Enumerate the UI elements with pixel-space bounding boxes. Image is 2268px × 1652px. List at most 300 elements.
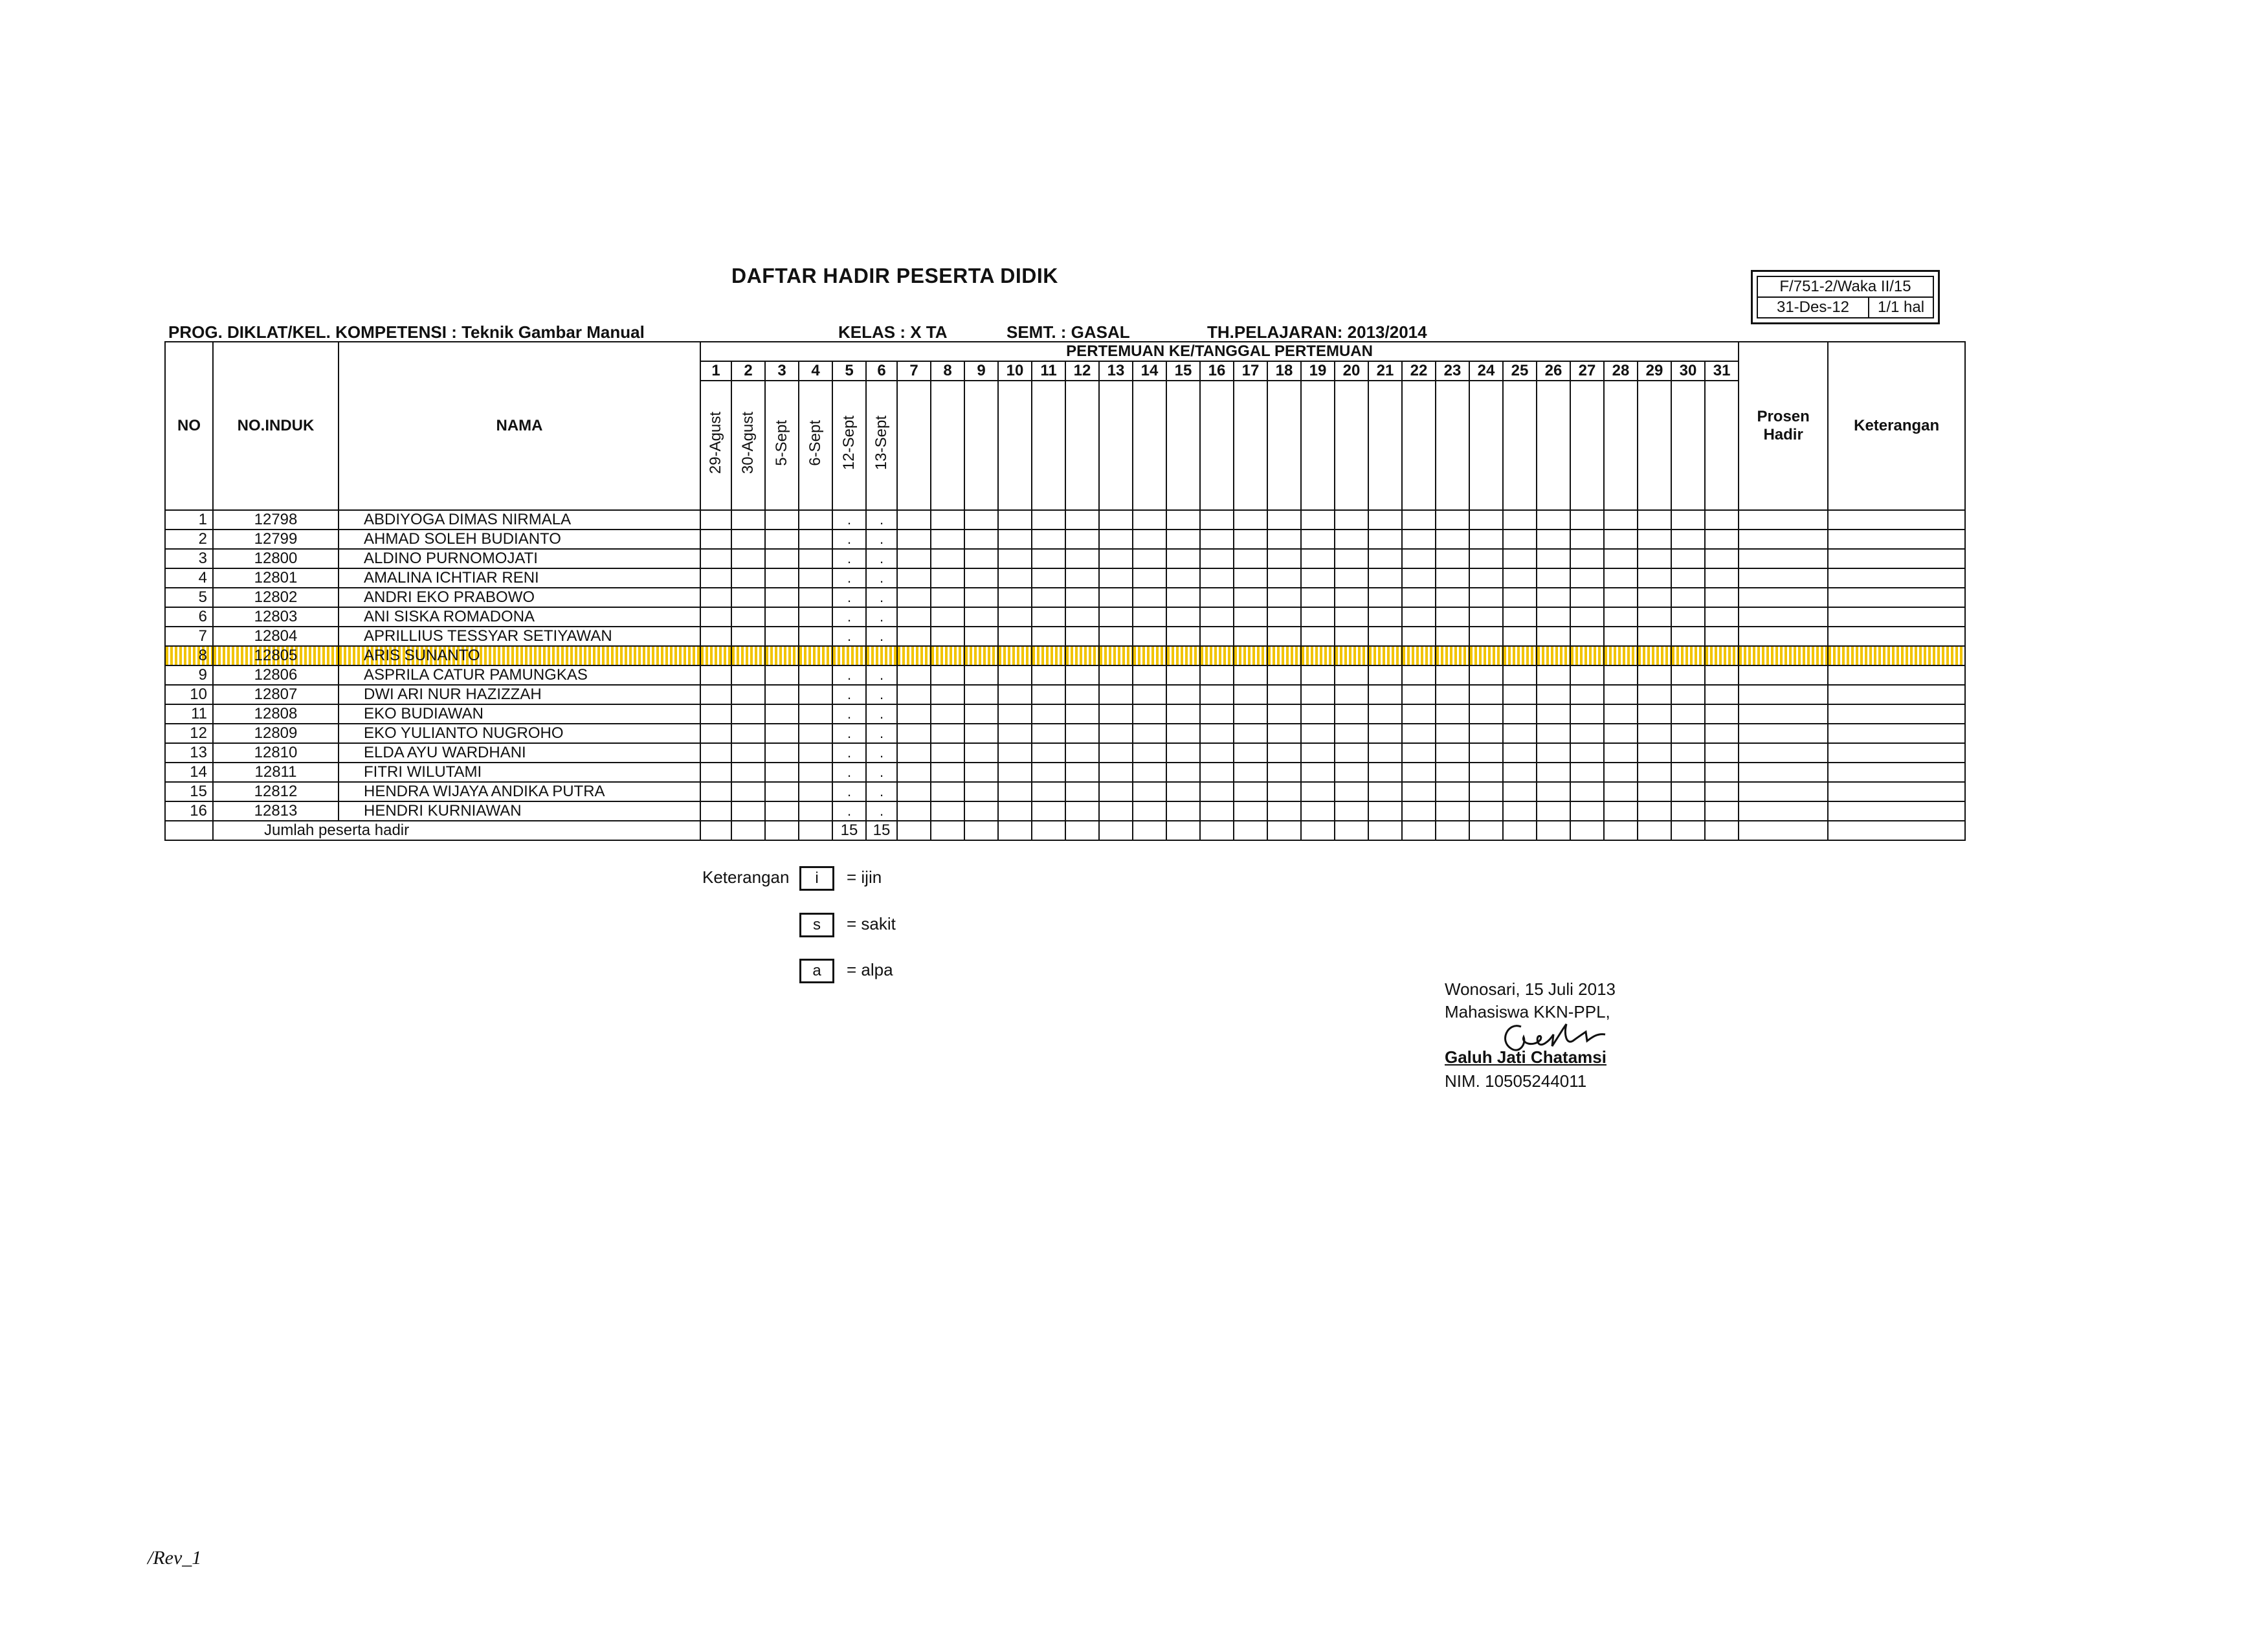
attendance-cell: [1166, 763, 1200, 782]
attendance-cell: [1537, 568, 1570, 588]
attendance-cell: [700, 510, 731, 530]
meeting-number: 8: [931, 361, 964, 381]
attendance-cell: [1638, 801, 1671, 821]
attendance-cell: [1638, 646, 1671, 665]
meeting-date: 29-Agust: [707, 412, 724, 474]
attendance-cell: [765, 724, 799, 743]
attendance-cell: [931, 607, 964, 627]
attendance-cell: [897, 607, 931, 627]
attendance-cell: [1133, 782, 1166, 801]
student-row: [165, 724, 1965, 743]
attendance-cell: [964, 530, 998, 549]
attendance-cell: .: [866, 685, 897, 704]
attendance-cell: [799, 510, 832, 530]
legend-description: = sakit: [847, 914, 896, 933]
attendance-cell: [1570, 607, 1604, 627]
attendance-cell: .: [832, 685, 866, 704]
attendance-cell: [1267, 704, 1301, 724]
attendance-cell: [1200, 782, 1234, 801]
attendance-cell: [1671, 685, 1705, 704]
attendance-cell: [1099, 510, 1133, 530]
keterangan-cell: [1828, 724, 1965, 743]
signature-name: Galuh Jati Chatamsi: [1445, 1047, 1606, 1067]
meeting-date-cell: [1570, 381, 1604, 510]
attendance-cell: [1671, 607, 1705, 627]
attendance-cell: [1570, 646, 1604, 665]
attendance-cell: [964, 743, 998, 763]
keterangan-cell: [1828, 665, 1965, 685]
attendance-cell: [1335, 510, 1368, 530]
attendance-cell: [1469, 568, 1503, 588]
attendance-cell: [1436, 763, 1469, 782]
meeting-number: 9: [964, 361, 998, 381]
attendance-cell: [765, 549, 799, 568]
attendance-cell: [1335, 665, 1368, 685]
attendance-cell: [1166, 510, 1200, 530]
attendance-cell: [1267, 627, 1301, 646]
keterangan-cell: [1828, 530, 1965, 549]
attendance-cell: [1099, 685, 1133, 704]
student-induk: 12801: [213, 568, 339, 588]
attendance-cell: [1166, 724, 1200, 743]
attendance-cell: [731, 627, 765, 646]
meeting-date-cell: [1503, 381, 1537, 510]
attendance-cell: [1537, 530, 1570, 549]
attendance-cell: [1234, 510, 1267, 530]
attendance-cell: .: [866, 665, 897, 685]
attendance-cell: [1234, 665, 1267, 685]
summary-total-cell: [1200, 821, 1234, 840]
prosen-hadir-cell: [1739, 704, 1828, 724]
attendance-cell: [1368, 530, 1402, 549]
attendance-cell: [1604, 801, 1638, 821]
form-date: 31-Des-12: [1758, 298, 1869, 317]
summary-total-cell: [731, 821, 765, 840]
attendance-cell: [765, 801, 799, 821]
attendance-cell: [931, 763, 964, 782]
student-row: [165, 627, 1965, 646]
attendance-cell: [1570, 549, 1604, 568]
attendance-cell: .: [832, 724, 866, 743]
attendance-cell: [964, 665, 998, 685]
student-induk: 12805: [213, 646, 339, 665]
signature-role: Mahasiswa KKN-PPL,: [1445, 1002, 1610, 1021]
attendance-cell: [1469, 782, 1503, 801]
student-name: ASPRILA CATUR PAMUNGKAS: [339, 665, 700, 685]
summary-total-cell: [1705, 821, 1739, 840]
summary-total-cell: [1099, 821, 1133, 840]
attendance-cell: [1301, 782, 1335, 801]
student-no: 6: [165, 607, 213, 627]
attendance-cell: [1503, 763, 1537, 782]
student-no: 16: [165, 801, 213, 821]
attendance-cell: [1436, 568, 1469, 588]
attendance-cell: [1267, 510, 1301, 530]
attendance-cell: [1436, 724, 1469, 743]
attendance-cell: [1200, 763, 1234, 782]
attendance-cell: [731, 607, 765, 627]
attendance-cell: [765, 510, 799, 530]
attendance-cell: [731, 568, 765, 588]
attendance-cell: [799, 665, 832, 685]
attendance-cell: [964, 763, 998, 782]
attendance-cell: [1032, 588, 1065, 607]
summary-total-cell: [1402, 821, 1436, 840]
attendance-cell: [731, 685, 765, 704]
keterangan-cell: [1828, 704, 1965, 724]
attendance-cell: [1335, 801, 1368, 821]
attendance-cell: [1469, 801, 1503, 821]
attendance-cell: [1099, 530, 1133, 549]
attendance-cell: [931, 743, 964, 763]
summary-total-cell: [1368, 821, 1402, 840]
attendance-cell: [1570, 530, 1604, 549]
legend-description: = alpa: [847, 960, 893, 979]
program-info: PROG. DIKLAT/KEL. KOMPETENSI : Teknik Gambar Manual: [168, 322, 645, 342]
meeting-number: 22: [1402, 361, 1436, 381]
student-name: HENDRA WIJAYA ANDIKA PUTRA: [339, 782, 700, 801]
attendance-cell: [964, 549, 998, 568]
attendance-cell: [700, 607, 731, 627]
student-no: 1: [165, 510, 213, 530]
attendance-cell: [964, 510, 998, 530]
attendance-cell: [998, 549, 1032, 568]
attendance-cell: [1469, 685, 1503, 704]
signature-place-date: Wonosari, 15 Juli 2013: [1445, 979, 1616, 999]
attendance-cell: [1065, 549, 1099, 568]
attendance-cell: [1133, 646, 1166, 665]
attendance-cell: [731, 588, 765, 607]
attendance-cell: [1301, 510, 1335, 530]
student-no: 13: [165, 743, 213, 763]
attendance-cell: .: [832, 763, 866, 782]
meeting-date-cell: [1166, 381, 1200, 510]
col-header-induk: NO.INDUK: [213, 342, 339, 510]
meeting-number: 31: [1705, 361, 1739, 381]
attendance-cell: [1671, 568, 1705, 588]
summary-total-cell: [1335, 821, 1368, 840]
attendance-cell: [1335, 588, 1368, 607]
attendance-cell: [1402, 801, 1436, 821]
attendance-cell: [700, 763, 731, 782]
attendance-cell: .: [866, 607, 897, 627]
attendance-cell: [1032, 646, 1065, 665]
attendance-cell: [700, 704, 731, 724]
attendance-cell: [1267, 665, 1301, 685]
meeting-date-cell: [1436, 381, 1469, 510]
attendance-cell: [1065, 724, 1099, 743]
attendance-cell: [1537, 801, 1570, 821]
student-row: [165, 510, 1965, 530]
attendance-cell: [1503, 607, 1537, 627]
attendance-cell: [731, 665, 765, 685]
attendance-cell: [1671, 627, 1705, 646]
attendance-cell: .: [832, 801, 866, 821]
summary-keterangan-cell: [1828, 821, 1965, 840]
legend-code-box: i: [799, 866, 834, 891]
meeting-number: 29: [1638, 361, 1671, 381]
attendance-cell: [1335, 743, 1368, 763]
attendance-cell: [1032, 782, 1065, 801]
meeting-number: 18: [1267, 361, 1301, 381]
student-name: ELDA AYU WARDHANI: [339, 743, 700, 763]
attendance-cell: [1133, 530, 1166, 549]
attendance-cell: [998, 665, 1032, 685]
prosen-hadir-cell: [1739, 646, 1828, 665]
keterangan-cell: [1828, 510, 1965, 530]
attendance-cell: [1537, 588, 1570, 607]
student-induk: 12808: [213, 704, 339, 724]
attendance-cell: [700, 801, 731, 821]
attendance-cell: [1638, 704, 1671, 724]
summary-total-cell: [1570, 821, 1604, 840]
attendance-cell: [731, 549, 765, 568]
attendance-cell: [1436, 646, 1469, 665]
student-induk: 12811: [213, 763, 339, 782]
attendance-cell: [1436, 665, 1469, 685]
prosen-hadir-cell: [1739, 607, 1828, 627]
attendance-cell: [1200, 665, 1234, 685]
col-header-prosen-hadir: [1739, 342, 1828, 510]
attendance-cell: [1099, 704, 1133, 724]
attendance-cell: [1671, 549, 1705, 568]
student-name: EKO BUDIAWAN: [339, 704, 700, 724]
meeting-number: 26: [1537, 361, 1570, 381]
attendance-cell: [1469, 763, 1503, 782]
attendance-cell: [832, 646, 866, 665]
attendance-cell: [1537, 627, 1570, 646]
attendance-cell: [1436, 510, 1469, 530]
attendance-cell: [1032, 685, 1065, 704]
attendance-cell: [1537, 646, 1570, 665]
attendance-cell: [1436, 743, 1469, 763]
attendance-cell: .: [866, 763, 897, 782]
attendance-cell: [897, 704, 931, 724]
student-name: ANI SISKA ROMADONA: [339, 607, 700, 627]
student-no: 4: [165, 568, 213, 588]
attendance-cell: [931, 588, 964, 607]
attendance-cell: [1234, 627, 1267, 646]
attendance-cell: [1032, 530, 1065, 549]
legend-code-box: s: [799, 913, 834, 937]
attendance-cell: [1368, 588, 1402, 607]
student-row: [165, 568, 1965, 588]
student-name: AHMAD SOLEH BUDIANTO: [339, 530, 700, 549]
attendance-cell: [1604, 568, 1638, 588]
student-no: 9: [165, 665, 213, 685]
meeting-number: 19: [1301, 361, 1335, 381]
attendance-cell: [1166, 704, 1200, 724]
attendance-cell: [1335, 763, 1368, 782]
meeting-date-cell: [1469, 381, 1503, 510]
attendance-cell: [1604, 763, 1638, 782]
attendance-cell: [1671, 724, 1705, 743]
attendance-cell: .: [866, 568, 897, 588]
meeting-date-cell: [1638, 381, 1671, 510]
attendance-cell: [1570, 685, 1604, 704]
attendance-cell: [1503, 588, 1537, 607]
attendance-cell: [1133, 763, 1166, 782]
attendance-cell: [765, 530, 799, 549]
signature-nim: NIM. 10505244011: [1445, 1071, 1587, 1091]
prosen-hadir-cell: [1739, 627, 1828, 646]
attendance-cell: [931, 510, 964, 530]
attendance-cell: [799, 568, 832, 588]
student-induk: 12798: [213, 510, 339, 530]
attendance-cell: [1065, 646, 1099, 665]
attendance-cell: [1671, 646, 1705, 665]
attendance-cell: [964, 685, 998, 704]
attendance-cell: [1671, 588, 1705, 607]
attendance-cell: [1032, 549, 1065, 568]
summary-total-cell: [1469, 821, 1503, 840]
attendance-cell: [1705, 704, 1739, 724]
student-name: APRILLIUS TESSYAR SETIYAWAN: [339, 627, 700, 646]
attendance-cell: [1234, 763, 1267, 782]
attendance-cell: [931, 782, 964, 801]
hadir-label: Hadir: [1763, 426, 1803, 443]
attendance-cell: [1469, 530, 1503, 549]
attendance-cell: [1537, 724, 1570, 743]
attendance-cell: [1705, 801, 1739, 821]
attendance-cell: [897, 743, 931, 763]
form-code-box: [1751, 270, 1940, 324]
meeting-number: 10: [998, 361, 1032, 381]
summary-total-cell: [1166, 821, 1200, 840]
attendance-cell: [700, 782, 731, 801]
meeting-date-cell: [1604, 381, 1638, 510]
attendance-cell: [1671, 743, 1705, 763]
attendance-cell: [1402, 588, 1436, 607]
attendance-cell: [1638, 743, 1671, 763]
attendance-cell: [931, 665, 964, 685]
attendance-cell: [998, 530, 1032, 549]
attendance-cell: [1065, 510, 1099, 530]
attendance-cell: [1166, 685, 1200, 704]
meeting-number: 3: [765, 361, 799, 381]
attendance-cell: [1234, 743, 1267, 763]
attendance-cell: [1267, 782, 1301, 801]
student-no: 8: [165, 646, 213, 665]
attendance-cell: .: [866, 510, 897, 530]
attendance-cell: [998, 607, 1032, 627]
summary-total-cell: [1436, 821, 1469, 840]
attendance-cell: [964, 724, 998, 743]
attendance-cell: [1200, 588, 1234, 607]
attendance-cell: [931, 549, 964, 568]
attendance-cell: [731, 763, 765, 782]
attendance-cell: [1032, 568, 1065, 588]
attendance-cell: [1671, 782, 1705, 801]
attendance-cell: [1469, 646, 1503, 665]
student-induk: 12812: [213, 782, 339, 801]
meeting-date-cell: [1032, 381, 1065, 510]
attendance-cell: [1469, 743, 1503, 763]
attendance-cell: [1604, 782, 1638, 801]
attendance-cell: [1638, 724, 1671, 743]
semester-info: SEMT. : GASAL: [1006, 322, 1130, 342]
meeting-number: 13: [1099, 361, 1133, 381]
student-no: 15: [165, 782, 213, 801]
attendance-cell: [998, 782, 1032, 801]
meeting-date: 30-Agust: [739, 412, 757, 474]
attendance-cell: [765, 665, 799, 685]
attendance-cell: [1705, 763, 1739, 782]
attendance-cell: [897, 510, 931, 530]
col-header-pertemuan: PERTEMUAN KE/TANGGAL PERTEMUAN: [700, 342, 1739, 361]
attendance-cell: [1436, 549, 1469, 568]
attendance-cell: [1705, 743, 1739, 763]
attendance-cell: [1705, 568, 1739, 588]
attendance-cell: .: [866, 588, 897, 607]
attendance-cell: [1166, 568, 1200, 588]
attendance-cell: [1099, 782, 1133, 801]
attendance-cell: [1570, 724, 1604, 743]
attendance-cell: [1503, 530, 1537, 549]
meeting-date: 5-Sept: [773, 420, 790, 466]
attendance-cell: [799, 627, 832, 646]
student-induk: 12809: [213, 724, 339, 743]
attendance-cell: [700, 685, 731, 704]
meeting-number: 17: [1234, 361, 1267, 381]
attendance-cell: [1267, 530, 1301, 549]
attendance-cell: .: [832, 510, 866, 530]
form-page: 1/1 hal: [1877, 298, 1925, 316]
attendance-cell: [731, 724, 765, 743]
student-row: [165, 801, 1965, 821]
revision-label: /Rev_1: [148, 1547, 202, 1568]
meeting-number: 5: [832, 361, 866, 381]
student-induk: 12800: [213, 549, 339, 568]
attendance-cell: [1638, 627, 1671, 646]
attendance-cell: [1032, 510, 1065, 530]
student-no: 10: [165, 685, 213, 704]
attendance-cell: .: [832, 530, 866, 549]
attendance-cell: [1301, 685, 1335, 704]
attendance-cell: [700, 627, 731, 646]
attendance-cell: [998, 724, 1032, 743]
attendance-cell: [1705, 510, 1739, 530]
attendance-cell: [765, 588, 799, 607]
attendance-cell: [1335, 530, 1368, 549]
attendance-cell: [1537, 607, 1570, 627]
summary-total-cell: 15: [866, 821, 897, 840]
meeting-number: 6: [866, 361, 897, 381]
attendance-cell: [998, 510, 1032, 530]
attendance-cell: [897, 665, 931, 685]
attendance-cell: [1133, 704, 1166, 724]
attendance-cell: [731, 743, 765, 763]
attendance-cell: [1099, 568, 1133, 588]
attendance-cell: [1368, 743, 1402, 763]
attendance-cell: [1402, 724, 1436, 743]
attendance-cell: [765, 704, 799, 724]
student-name: FITRI WILUTAMI: [339, 763, 700, 782]
attendance-cell: [1133, 549, 1166, 568]
attendance-cell: [998, 801, 1032, 821]
attendance-cell: [1671, 704, 1705, 724]
attendance-cell: [1671, 510, 1705, 530]
attendance-cell: [1469, 510, 1503, 530]
attendance-cell: [1267, 549, 1301, 568]
attendance-cell: [1234, 549, 1267, 568]
attendance-cell: [1638, 665, 1671, 685]
attendance-cell: [931, 685, 964, 704]
attendance-cell: [1638, 685, 1671, 704]
attendance-cell: [799, 743, 832, 763]
meeting-date-cell: [832, 381, 866, 510]
attendance-cell: [1200, 627, 1234, 646]
